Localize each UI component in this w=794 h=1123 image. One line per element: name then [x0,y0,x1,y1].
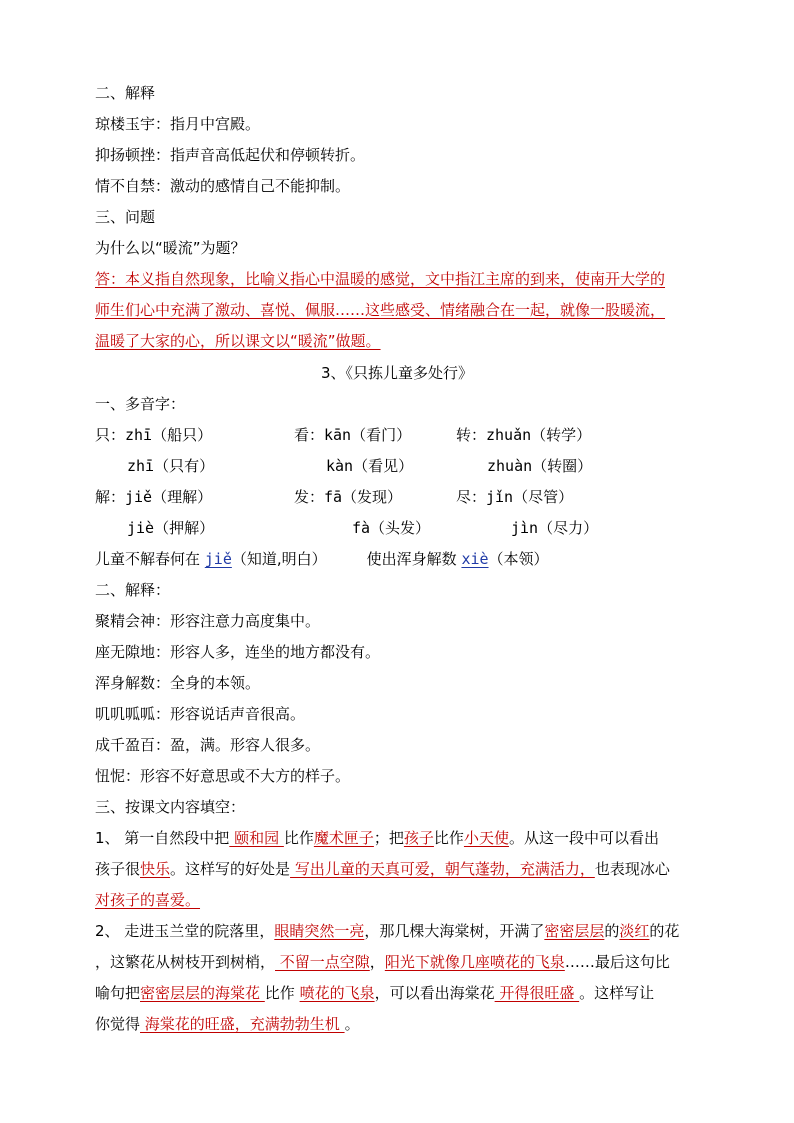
fill-answer: 魔术匣子 [313,829,374,847]
fill-answer: 快乐 [140,860,171,878]
answer-line [95,300,665,320]
fill-answer: 孩子 [403,829,434,847]
explain-line: 聚精会神：形容注意力高度集中。 [95,612,321,630]
fill-text: ，那几棵大海棠树，开满了 [364,922,545,940]
explain-line: 成千盈百：盈，满。形容人很多。 [95,736,321,754]
fill-text: 。这样写的好处是 [170,860,291,878]
fill-2-line [95,983,654,1003]
fill-text: 。这样写让 [579,984,655,1002]
explain-line: 忸怩：形容不好意思或不大方的样子。 [95,767,351,785]
fill-answer: 不留一点空隙 [275,953,370,971]
explain-line: 座无隙地：形容人多，连坐的地方都没有。 [95,643,381,661]
fill-answer: 海棠花的旺盛，充满勃勃生机 [140,1015,345,1033]
fill-text: 喻句把 [95,984,141,1002]
fill-answer: 阳光下就像几座喷花的飞泉 [384,953,565,971]
section-heading-explain-2: 二、解释： [95,581,171,599]
fill-answer: 小天使 [463,829,509,847]
fill-2-line [95,952,670,972]
fill-text: 比作 [264,984,300,1002]
answer-line [95,331,381,351]
pinyin-xie: xiè [461,550,489,568]
fill-answer: 密密层层 [544,922,605,940]
lesson-title: 3、《只拣儿童多处行》 [320,364,474,382]
fill-text: 。 [344,1015,360,1033]
explain-line: 叽叽呱呱：形容说话声音很高。 [95,705,306,723]
example-text: 儿童不解春何在 [95,550,205,568]
fill-answer: 密密层层的海棠花 [140,984,265,1002]
section-heading-polyphone: 一、多音字： [95,395,186,413]
fill-text: ， [369,953,385,971]
fill-answer: 淡红 [619,922,650,940]
polyphone-entry: 解：jiě（理解） [95,488,213,506]
fill-text: ……最后这句比 [564,953,670,971]
section-heading-explain: 二、解释 [95,84,156,102]
polyphone-entry: zhuàn（转圈） [487,457,593,475]
section-heading-question: 三、问题 [95,208,156,226]
fill-answer: 颐和园 [229,829,284,847]
example-text: 使出浑身解数 [366,550,462,568]
polyphone-entry: zhī（只有） [127,457,215,475]
fill-1-line [95,859,670,879]
fill-1-line [95,890,200,910]
fill-2-line [95,921,679,941]
polyphone-entry: 尽：jǐn（尽管） [456,488,574,506]
fill-text: ，可以看出海棠花 [374,984,495,1002]
polyphone-entry: 看：kān（看门） [294,426,412,444]
pinyin-jie: jiě [204,550,232,568]
fill-2-line [95,1014,360,1034]
fill-answer: 写出儿童的天真可爱，朝气蓬勃，充满活力， [290,860,595,878]
question-text: 为什么以“暖流”为题？ [95,239,246,257]
fill-text: 的 [604,922,620,940]
fill-answer: 喷花的飞泉 [299,984,375,1002]
fill-answer: 对孩子的喜爱。 [95,891,201,909]
polyphone-entry: kàn（看见） [326,457,414,475]
fill-text: 2、 走进玉兰堂的院落里， [95,922,275,940]
polyphone-entry: fà（头发） [352,519,431,537]
section-heading-fill: 三、按课文内容填空： [95,798,246,816]
answer-line [95,269,665,289]
fill-text: 你觉得 [95,1015,141,1033]
fill-text: 也表现冰心 [594,860,670,878]
answer-text: 温暖了大家的心，所以课文以“暖流”做题。 [95,332,381,350]
example-meaning: （知道,明白） [231,550,327,568]
answer-text: 答：本义指自然现象，比喻义指心中温暖的感觉，文中指江主席的到来，使南开大学的 [95,270,666,288]
fill-text: ，这繁花从树枝开到树梢， [95,953,276,971]
fill-text: 。从这一段中可以看出 [508,829,659,847]
fill-text: 1、 第一自然段中把 [95,829,230,847]
fill-text: ；把 [373,829,404,847]
fill-answer: 开得很旺盛 [494,984,580,1002]
answer-text: 师生们心中充满了激动、喜悦、佩服……这些感受、情绪融合在一起，就像一股暖流， [95,301,666,319]
polyphone-entry: jiè（押解） [127,519,215,537]
fill-text: 比作 [433,829,464,847]
polyphone-entry: 发：fā（发现） [294,488,403,506]
explain-line: 琼楼玉宇：指月中宫殿。 [95,115,261,133]
fill-text: 孩子很 [95,860,141,878]
fill-answer: 眼睛突然一亮 [274,922,365,940]
polyphone-entry: 只：zhī（船只） [95,426,213,444]
explain-line: 浑身解数：全身的本领。 [95,674,261,692]
fill-1-line [95,828,659,848]
fill-text: 比作 [283,829,314,847]
polyphone-example-line [95,549,549,569]
explain-line: 情不自禁：激动的感情自己不能抑制。 [95,177,351,195]
polyphone-entry: jìn（尽力） [511,519,599,537]
fill-text: 的花 [649,922,680,940]
polyphone-entry: 转：zhuǎn（转学） [456,426,592,444]
explain-line: 抑扬顿挫：指声音高低起伏和停顿转折。 [95,146,366,164]
example-meaning: （本领） [488,550,549,568]
